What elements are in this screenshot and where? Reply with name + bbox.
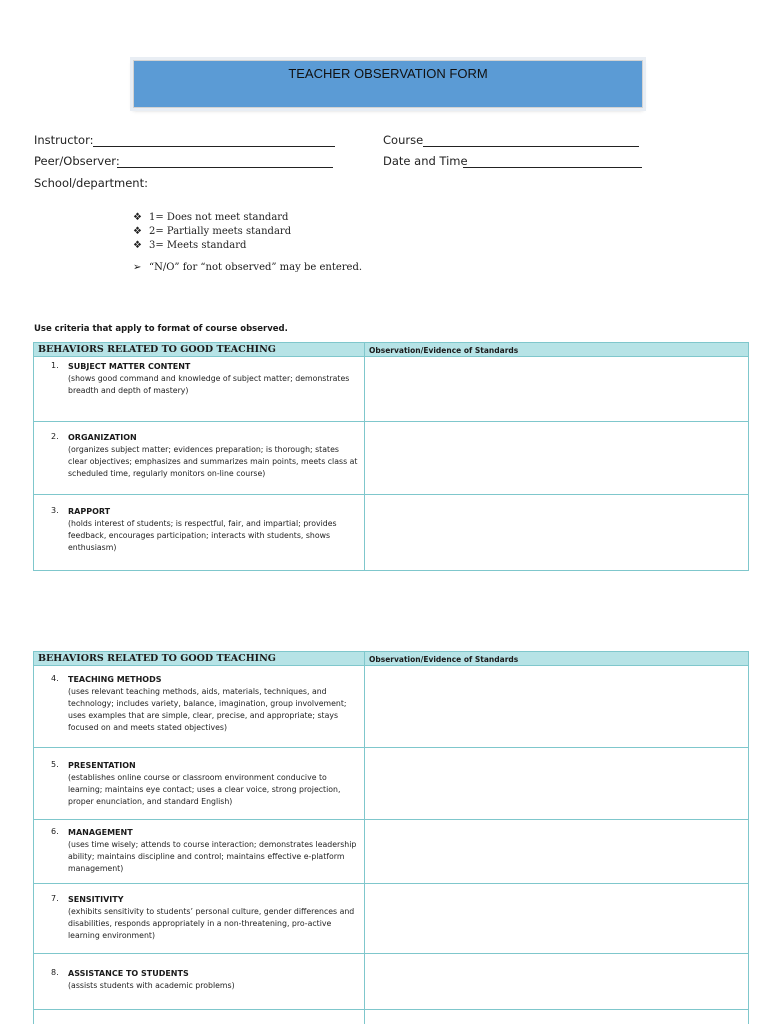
criterion-cell: 7. SENSITIVITY (exhibits sensitivity to students’ personal culture, gender differences and disabilities, responds appropriately in a non-threatening, pro-active learning environment)	[34, 884, 365, 954]
criterion-description: (holds interest of students; is respectful, fair, and impartial; provides feedback, encourages participation; interacts with students, shows enthusiasm)	[68, 519, 337, 552]
criterion-cell: 8. ASSISTANCE TO STUDENTS (assists students with academic problems)	[34, 954, 365, 1010]
criterion-name: MANAGEMENT	[68, 828, 133, 837]
not-observed-note: ➢ “N/O” for “not observed” may be entered.	[133, 262, 363, 273]
date-time-label: Date and Time	[383, 154, 468, 168]
criterion-description: (organizes subject matter; evidences preparation; is thorough; states clear objectives; emphasizes and summarizes main points, meets class at scheduled time, regularly monitors on-line course)	[68, 445, 358, 478]
criterion-name: TEACHING METHODS	[68, 675, 162, 684]
criterion-name: SUBJECT MATTER CONTENT	[68, 362, 191, 371]
criterion-name: SENSITIVITY	[68, 895, 124, 904]
form-title: TEACHER OBSERVATION FORM	[288, 66, 488, 81]
rating-scale-list	[133, 210, 291, 252]
observation-table-2	[33, 651, 749, 1024]
evidence-cell[interactable]	[365, 495, 749, 571]
table-row	[34, 422, 749, 495]
rating-scale-item: ❖ 2= Partially meets standard	[133, 225, 292, 237]
course-label: Course	[383, 133, 424, 147]
evidence-header: Observation/Evidence of Standards	[365, 652, 749, 666]
arrow-bullet-icon: ➢	[133, 262, 142, 273]
behaviors-header: BEHAVIORS RELATED TO GOOD TEACHING	[34, 343, 365, 357]
criterion-description: (uses time wisely; attends to course interaction; demonstrates leadership ability; maintains discipline and control; maintains effective e-platform management)	[68, 840, 357, 873]
date-time-field[interactable]	[463, 167, 642, 168]
criterion-description: (assists students with academic problems)	[68, 981, 235, 990]
behaviors-header: BEHAVIORS RELATED TO GOOD TEACHING	[34, 652, 365, 666]
diamond-bullet-icon: ❖	[133, 225, 142, 237]
evidence-cell[interactable]	[365, 884, 749, 954]
observation-table-1	[33, 342, 749, 571]
evidence-cell[interactable]	[365, 422, 749, 495]
rating-scale-item: ❖ 1= Does not meet standard	[133, 211, 289, 223]
evidence-cell[interactable]	[365, 666, 749, 748]
criterion-cell: 5. PRESENTATION (establishes online course or classroom environment conducive to learning; maintains eye contact; uses a clear voice, strong projection, proper enunciation, and standard English)	[34, 748, 365, 820]
table-row	[34, 954, 749, 1010]
evidence-cell[interactable]	[365, 357, 749, 422]
criterion-description: (exhibits sensitivity to students’ personal culture, gender differences and disabilities, responds appropriately in a non-threatening, pro-active learning environment)	[68, 907, 355, 940]
table-row	[34, 748, 749, 820]
criterion-cell: 2. ORGANIZATION (organizes subject matter; evidences preparation; is thorough; states clear objectives; emphasizes and summarizes main points, meets class at scheduled time, regularly monitors on-line course)	[34, 422, 365, 495]
diamond-bullet-icon: ❖	[133, 211, 142, 223]
course-field[interactable]	[423, 146, 639, 147]
criterion-name: RAPPORT	[68, 507, 111, 516]
peer-observer-field[interactable]	[117, 167, 333, 168]
instructor-field[interactable]	[93, 146, 335, 147]
evidence-header: Observation/Evidence of Standards	[365, 343, 749, 357]
criteria-instruction: Use criteria that apply to format of course observed.	[34, 324, 288, 334]
diamond-bullet-icon: ❖	[133, 239, 142, 251]
table-row	[34, 820, 749, 884]
table-row	[34, 884, 749, 954]
criterion-name: ORGANIZATION	[68, 433, 137, 442]
criterion-cell: 1. SUBJECT MATTER CONTENT (shows good command and knowledge of subject matter; demonstrates breadth and depth of mastery)	[34, 357, 365, 422]
peer-observer-label: Peer/Observer:	[34, 154, 120, 168]
criterion-cell	[34, 1010, 365, 1024]
criterion-cell: 6. MANAGEMENT (uses time wisely; attends to course interaction; demonstrates leadership ability; maintains discipline and control; maintains effective e-platform management)	[34, 820, 365, 884]
criterion-name: PRESENTATION	[68, 761, 136, 770]
form-title-banner	[133, 60, 643, 108]
evidence-cell[interactable]	[365, 820, 749, 884]
criterion-name: ASSISTANCE TO STUDENTS	[68, 969, 189, 978]
criterion-description: (establishes online course or classroom environment conducive to learning; maintains eye contact; uses a clear voice, strong projection, proper enunciation, and standard English)	[68, 773, 341, 806]
criterion-cell: 3. RAPPORT (holds interest of students; is respectful, fair, and impartial; provides feedback, encourages participation; interacts with students, shows enthusiasm)	[34, 495, 365, 571]
table-row	[34, 495, 749, 571]
table-row	[34, 1010, 749, 1024]
criterion-description: (uses relevant teaching methods, aids, materials, techniques, and technology; includes variety, balance, imagination, group involvement; uses examples that are simple, clear, precise, and appropriate; stays focused on and meets stated objectives)	[68, 687, 347, 732]
instructor-label: Instructor:	[34, 133, 94, 147]
criterion-description: (shows good command and knowledge of subject matter; demonstrates breadth and depth of mastery)	[68, 374, 350, 395]
school-department-label: School/department:	[34, 176, 148, 190]
table-row	[34, 666, 749, 748]
rating-scale-item: ❖ 3= Meets standard	[133, 239, 247, 251]
evidence-cell[interactable]	[365, 748, 749, 820]
evidence-cell[interactable]	[365, 954, 749, 1010]
table-row	[34, 357, 749, 422]
evidence-cell[interactable]	[365, 1010, 749, 1024]
criterion-cell: 4. TEACHING METHODS (uses relevant teaching methods, aids, materials, techniques, and technology; includes variety, balance, imagination, group involvement; uses examples that are simple, clear, precise, and appropriate; stays focused on and meets stated objectives)	[34, 666, 365, 748]
